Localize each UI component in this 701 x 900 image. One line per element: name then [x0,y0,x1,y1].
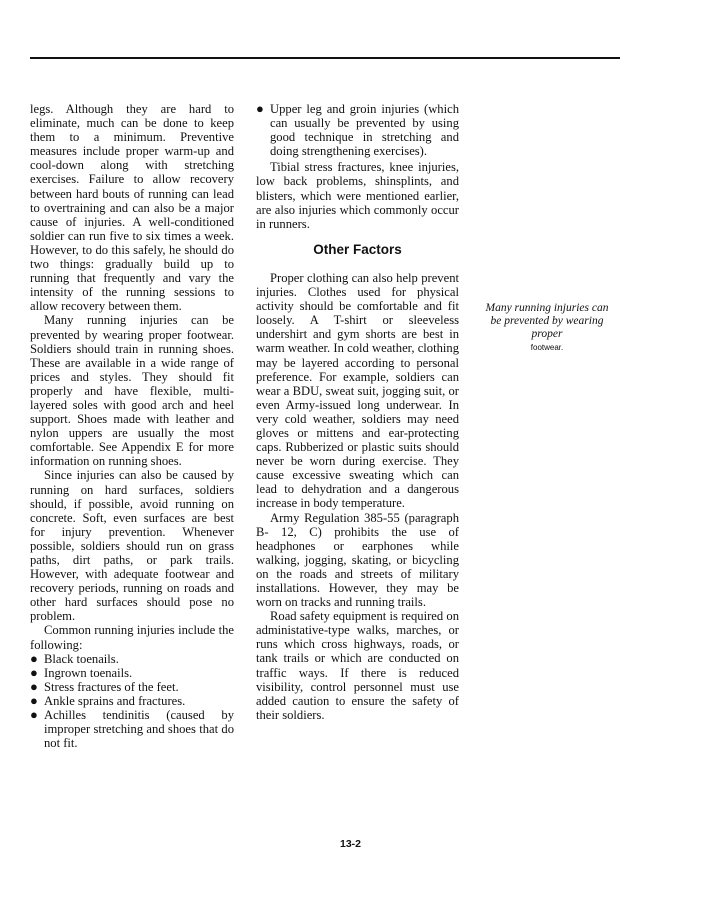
margin-note-text: Many running injuries can be prevented by wearing proper [485,302,609,340]
list-item: ● Ankle sprains and fractures. [30,692,186,708]
list-item: ● Upper leg and groin injuries (which can usually be prevented by using good technique in stretching and doing strengthening exercises). [256,101,459,159]
bullet-icon: ● [30,707,38,723]
injury-list-continued [256,102,459,158]
list-item: ● Stress fractures of the feet. [30,678,179,694]
page-number: 13-2 [339,838,361,850]
margin-note [480,302,614,354]
injury-list [30,652,234,751]
list-item: ● Achilles tendinitis (caused by improper stretching and shoes that do not fit. [30,707,234,751]
paragraph: Since injuries can also be caused by running on hard surfaces, soldiers should, if possible, avoid running on concrete. Soft, even surfaces are best for injury prevention. Whenever possible, soldiers should run on grass paths, dirt paths, or park trails. However, with adequate footwear and recovery periods, running on roads and other hard surfaces should pose no problem. [30,468,234,624]
section-heading: Other Factors [313,241,402,257]
paragraph: Road safety equipment is required on administative-type walks, marches, or runs which cross highways, roads, or tank trails or which are conducted on traffic ways. If there is reduced visibility, control personnel must use added caution to ensure the safety of their soldiers. [256,609,459,722]
paragraph: Army Regulation 385-55 (paragraph B- 12, C) prohibits the use of headphones or earphones while walking, jogging, skating, or bicycling on the roads and streets of military installations. However, they may be worn on tracks and running trails. [256,510,459,610]
list-item: ● Black toenails. [30,650,119,666]
bullet-icon: ● [30,650,38,666]
left-column [30,102,234,750]
paragraph: Tibial stress fractures, knee injuries, low back problems, shinsplints, and blisters, which were mentioned earlier, are also injuries which commonly occur in runners. [256,160,459,231]
bullet-icon: ● [256,101,264,116]
margin-note-last-word: footwear. [530,343,564,352]
bullet-icon: ● [30,678,38,694]
paragraph: legs. Although they are hard to eliminate, much can be done to keep them to a minimum. Preventive measures include proper warm-up and cool-down along with stretching exercises. Failure to allow recovery between hard bouts of running can lead to overtraining and can also be a major cause of injuries. A well-conditioned soldier can run five to six times a week. However, to do this safely, he should do two things: gradually build up to running that frequently and vary the intensity of the running sessions to allow recovery between them. [30,102,234,314]
bullet-icon: ● [30,664,38,680]
header-rule [30,57,620,59]
paragraph: Proper clothing can also help prevent injuries. Clothes used for physical activity should be comfortable and fit loosely. A T-shirt or sleeveless undershirt and gym shorts are best in warm weather. In cold weather, clothing may be layered according to personal preference. For example, soldiers can wear a BDU, sweat suit, jogging suit, or even Army-issued long underwear. In very cold weather, soldiers may need gloves or mittens and ear-protecting caps. Rubberized or plastic suits should never be worn during exercise. They cause excessive sweating which can lead to dehydration and a dangerous increase in body temperature. [256,270,459,511]
paragraph: Many running injuries can be prevented by wearing proper footwear. Soldiers should train in running shoes. These are available in a wide range of prices and styles. They should fit properly and have flexible, multi-layered soles with good arch and heel support. Shoes made with leather and nylon uppers are usually the most comfortable. See Appendix E for more information on running shoes. [30,313,234,469]
bullet-icon: ● [30,692,38,708]
middle-column [256,102,459,722]
paragraph: Common running injuries include the following: [30,623,234,652]
list-item: ● Ingrown toenails. [30,664,133,680]
